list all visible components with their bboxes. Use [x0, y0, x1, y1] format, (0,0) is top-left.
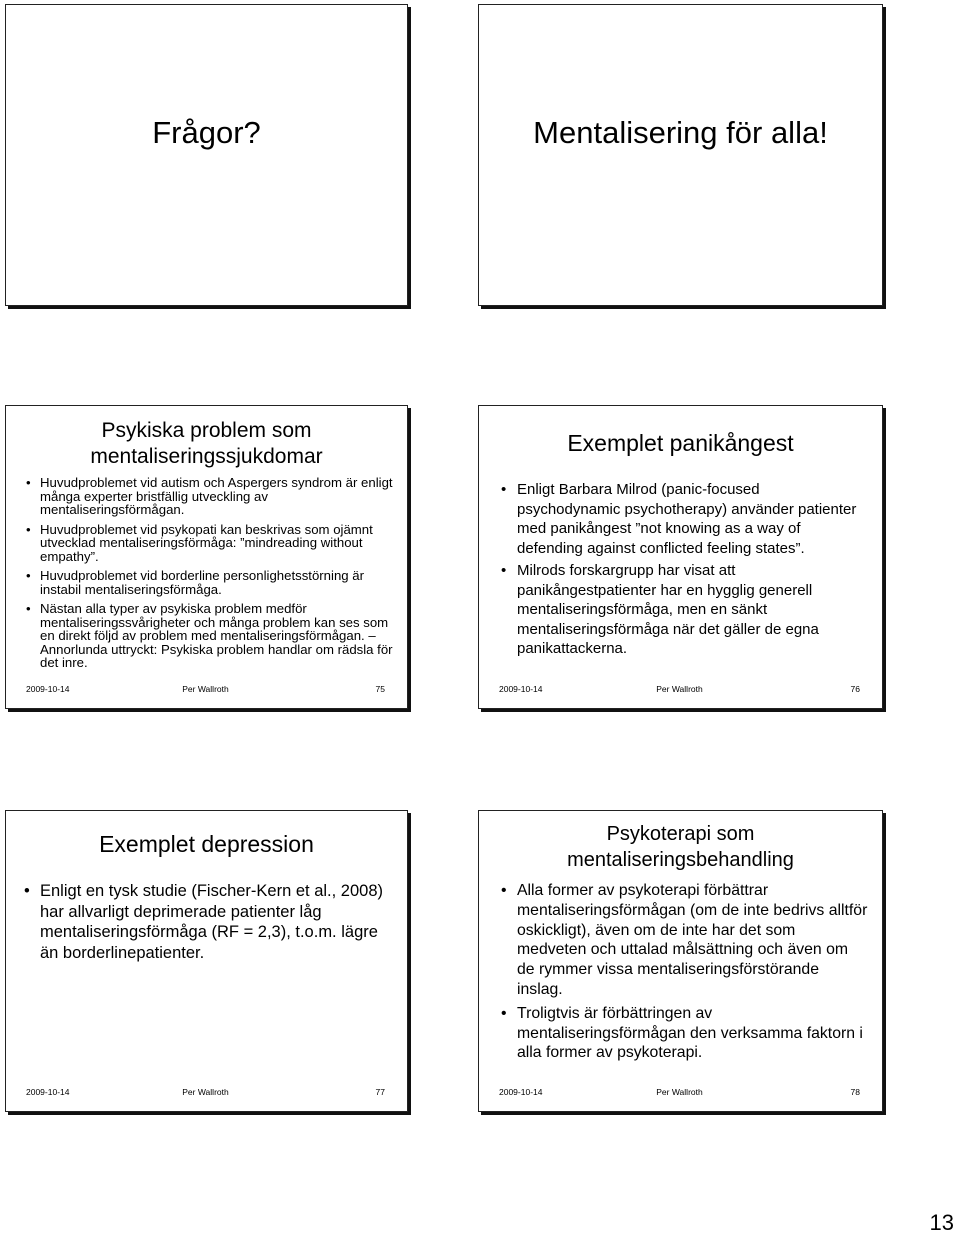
footer-date: 2009-10-14	[499, 684, 543, 694]
slide-title: Frågor?	[152, 115, 261, 150]
bullet-list	[517, 881, 868, 1067]
bullet-item: • Alla former av psykoterapi förbättrar mentaliseringsförmågan (om de inte bedrivs alltför oskickligt), även om de inte har det som medveten och uttalad målsättning och även om de rymmer vissa mentaliseringsförstörande inslag.	[517, 881, 868, 1000]
footer-date: 2009-10-14	[26, 684, 70, 694]
slide-76	[478, 405, 883, 709]
bullet-item: • Nästan alla typer av psykiska problem medför mentaliseringssvårigheter och många problem kan ses som en direkt följd av problem med mentaliseringsförmågan. – Annorlunda uttryckt: Psykiska problem handlar om rädsla för det inre.	[40, 602, 395, 670]
title-line: Psykiska problem som	[101, 419, 312, 442]
slide-footer	[499, 1087, 860, 1097]
title-line: Psykoterapi som	[606, 823, 755, 845]
page-number: 13	[929, 1210, 954, 1235]
slide-number: 75	[375, 684, 385, 694]
bullet-list	[517, 480, 864, 662]
footer-date: 2009-10-14	[26, 1087, 70, 1097]
footer-author: Per Wallroth	[656, 684, 703, 694]
bullet-list	[40, 476, 395, 676]
bullet-item: • Huvudproblemet vid autism och Aspergers syndrom är enligt många experter bristfällig utveckling av mentaliseringsförmågan.	[40, 476, 395, 517]
title-line: mentaliseringsbehandling	[567, 849, 794, 871]
footer-author: Per Wallroth	[656, 1087, 703, 1097]
title-line: Exemplet panikångest	[567, 430, 794, 456]
footer-date: 2009-10-14	[499, 1087, 543, 1097]
bullet-item: • Huvudproblemet vid psykopati kan beskrivas som ojämnt utvecklad mentaliseringsförmåga: ”mindreading without empathy”.	[40, 523, 395, 564]
slide-footer	[26, 1087, 385, 1097]
bullet-item: • Enligt Barbara Milrod (panic-focused psychodynamic psychotherapy) använder patienter med panikångest ”not knowing as a way of defending against conflicted feeling states”.	[517, 480, 864, 558]
bullet-item: • Huvudproblemet vid borderline personlighetsstörning är instabil mentaliseringsförmåga.	[40, 569, 395, 596]
slide-77	[5, 810, 408, 1112]
slide-footer	[499, 684, 860, 694]
slide-title	[489, 821, 872, 873]
slide-title	[16, 418, 397, 470]
footer-author: Per Wallroth	[182, 1087, 229, 1097]
footer-author: Per Wallroth	[182, 684, 229, 694]
slide-title: Mentalisering för alla!	[533, 115, 828, 150]
slide-number: 76	[850, 684, 860, 694]
bullet-item: • Enligt en tysk studie (Fischer-Kern et al., 2008) har allvarligt deprimerade patienter låg mentaliseringsförmåga (RF = 2,3), t.o.m. lägre än borderlinepatienter.	[40, 881, 393, 963]
slide-2	[478, 4, 883, 306]
slide-footer	[26, 684, 385, 694]
title-line: Exemplet depression	[99, 831, 314, 857]
slide-title	[16, 831, 397, 857]
slide-78	[478, 810, 883, 1112]
bullet-list	[40, 881, 393, 963]
slide-number: 78	[850, 1087, 860, 1097]
slide-1	[5, 4, 408, 306]
slide-75	[5, 405, 408, 709]
slide-number: 77	[375, 1087, 385, 1097]
bullet-item: • Troligtvis är förbättringen av mentaliseringsförmågan den verksamma faktorn i alla former av psykoterapi.	[517, 1004, 868, 1063]
slide-title	[489, 430, 872, 456]
bullet-item: • Milrods forskargrupp har visat att panikångestpatienter har en hygglig generell mentaliseringsförmåga, men en sänkt mentaliseringsförmåga när det gäller de egna panikattackerna.	[517, 561, 864, 659]
title-line: mentaliseringssjukdomar	[90, 445, 323, 468]
